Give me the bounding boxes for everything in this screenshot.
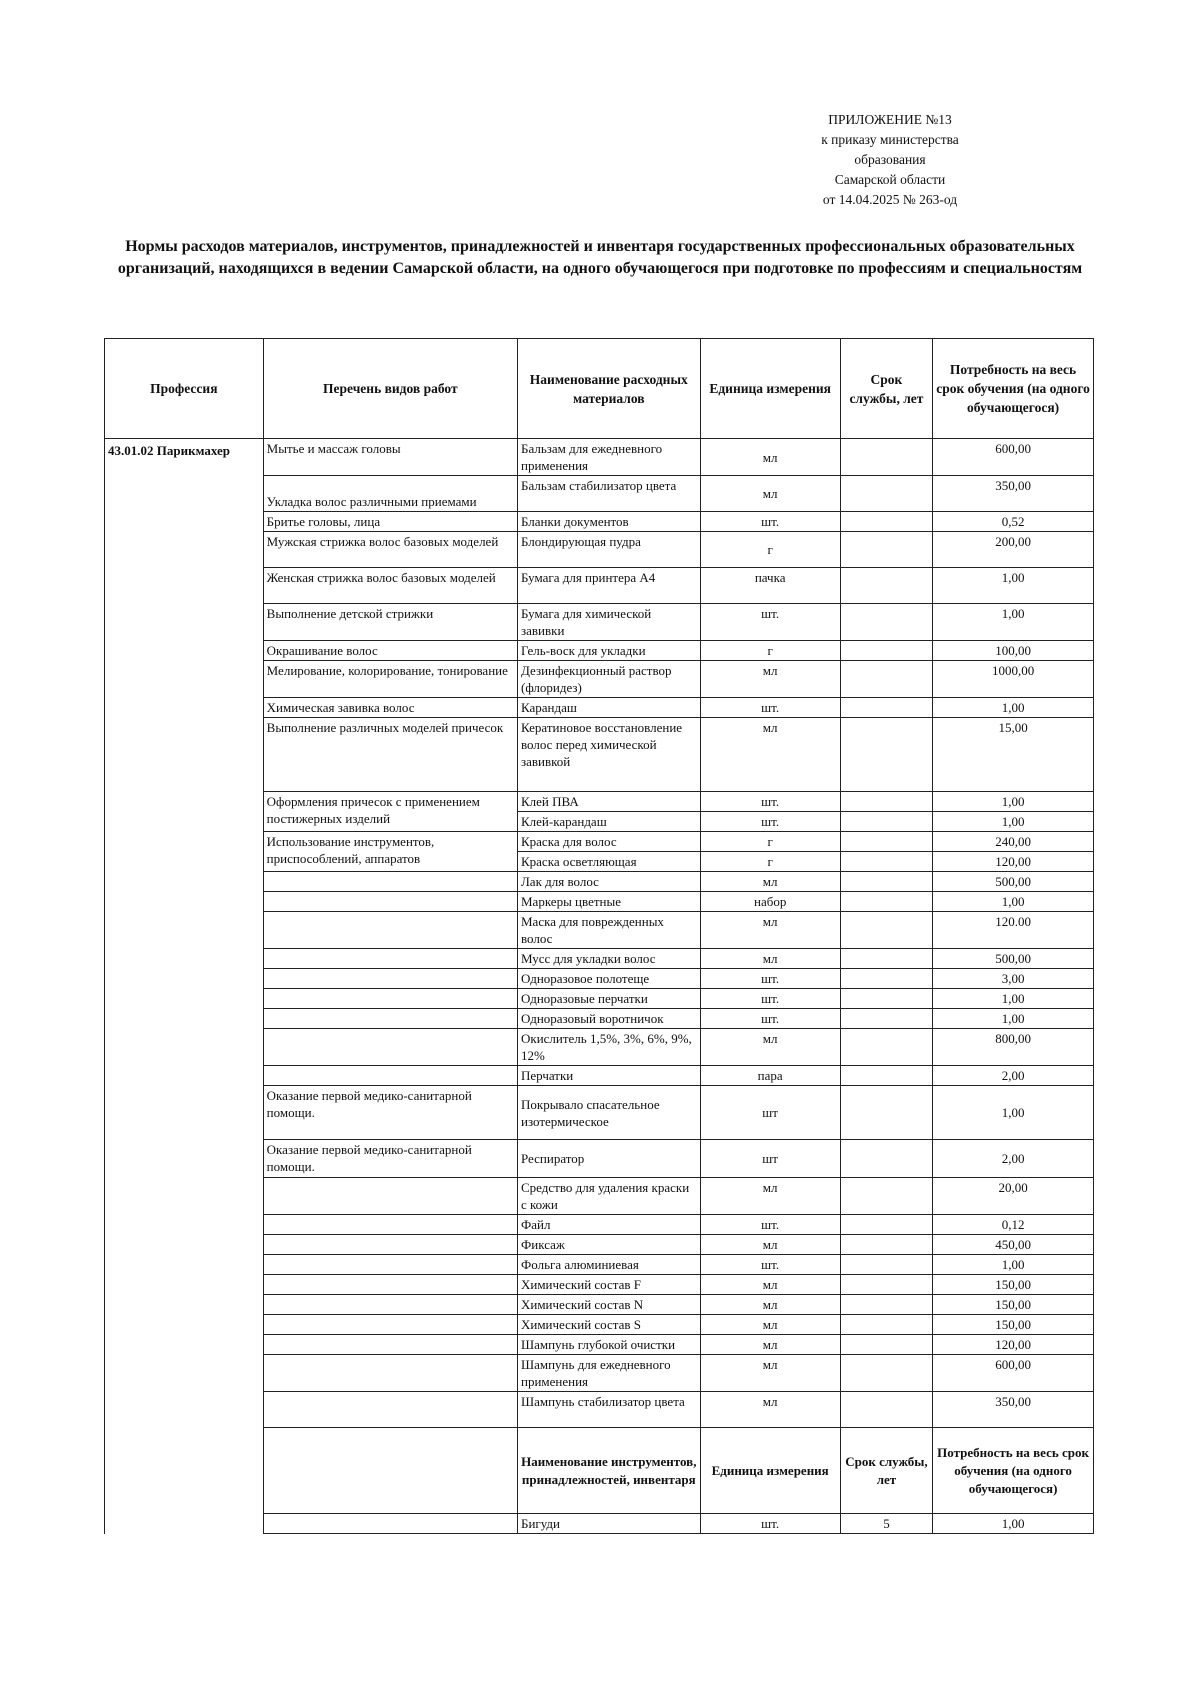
tools-header-term: Срок службы, лет (840, 1428, 932, 1514)
work-cell (263, 1275, 517, 1295)
material-term (840, 641, 932, 661)
material-name: Дезинфекционный раствор (флоридез) (517, 661, 700, 698)
tool-unit: шт. (700, 1514, 840, 1534)
work-cell: Окрашивание волос (263, 641, 517, 661)
work-cell (263, 949, 517, 969)
material-need: 120,00 (933, 1335, 1094, 1355)
appendix-line: от 14.04.2025 № 263-од (822, 192, 958, 207)
material-unit: шт. (700, 512, 840, 532)
material-term (840, 1140, 932, 1178)
material-need: 1,00 (933, 792, 1094, 812)
material-unit: мл (700, 872, 840, 892)
material-term (840, 604, 932, 641)
material-term (840, 812, 932, 832)
material-unit: мл (700, 1392, 840, 1428)
tool-name: Бигуди (517, 1514, 700, 1534)
material-term (840, 1235, 932, 1255)
material-need: 1,00 (933, 1255, 1094, 1275)
material-name: Химический состав N (517, 1295, 700, 1315)
work-cell: Мытье и массаж головы (263, 439, 517, 476)
material-unit: мл (700, 1235, 840, 1255)
tools-header-unit: Единица измерения (700, 1428, 840, 1514)
material-name: Кератиновое восстановление волос перед химической завивкой (517, 718, 700, 792)
material-name: Фольга алюминиевая (517, 1255, 700, 1275)
work-cell: Мелирование, колорирование, тонирование (263, 661, 517, 698)
material-term (840, 892, 932, 912)
tool-term: 5 (840, 1514, 932, 1534)
material-need: 3,00 (933, 969, 1094, 989)
work-cell (263, 1255, 517, 1275)
work-cell (263, 969, 517, 989)
material-unit: шт. (700, 792, 840, 812)
material-unit: г (700, 852, 840, 872)
appendix-line: к приказу министерства (821, 132, 959, 147)
material-term (840, 718, 932, 792)
material-term (840, 1275, 932, 1295)
work-cell: Оказание первой медико-санитарной помощи. (263, 1140, 517, 1178)
material-unit: шт. (700, 812, 840, 832)
material-need: 120,00 (933, 852, 1094, 872)
material-name: Бланки документов (517, 512, 700, 532)
header-need: Потребность на весь срок обучения (на одного обучающегося) (933, 339, 1094, 439)
material-unit: г (700, 532, 840, 568)
tools-header-need: Потребность на весь срок обучения (на одного обучающегося) (933, 1428, 1094, 1514)
work-cell (263, 1514, 517, 1534)
work-cell: Использование инструментов, приспособлений, аппаратов (263, 832, 517, 872)
material-unit: шт. (700, 1009, 840, 1029)
material-name: Бальзам для ежедневного применения (517, 439, 700, 476)
work-cell (263, 1335, 517, 1355)
work-cell (263, 1235, 517, 1255)
material-term (840, 1392, 932, 1428)
work-cell (263, 1029, 517, 1066)
material-need: 450,00 (933, 1235, 1094, 1255)
material-name: Файл (517, 1215, 700, 1235)
material-name: Одноразовое полотеще (517, 969, 700, 989)
material-unit: мл (700, 476, 840, 512)
material-need: 2,00 (933, 1140, 1094, 1178)
material-term (840, 1355, 932, 1392)
header-profession: Профессия (105, 339, 264, 439)
material-need: 1,00 (933, 812, 1094, 832)
material-unit: мл (700, 718, 840, 792)
work-cell (263, 912, 517, 949)
material-term (840, 532, 932, 568)
appendix-line: образования (854, 152, 926, 167)
material-unit: мл (700, 1275, 840, 1295)
material-need: 1,00 (933, 1086, 1094, 1140)
material-term (840, 852, 932, 872)
material-term (840, 1178, 932, 1215)
material-unit: шт. (700, 698, 840, 718)
material-need: 1,00 (933, 892, 1094, 912)
material-name: Карандаш (517, 698, 700, 718)
material-name: Фиксаж (517, 1235, 700, 1255)
material-term (840, 439, 932, 476)
material-term (840, 1009, 932, 1029)
material-name: Мусс для укладки волос (517, 949, 700, 969)
work-cell: Выполнение различных моделей причесок (263, 718, 517, 792)
material-name: Гель-воск для укладки (517, 641, 700, 661)
material-need: 150,00 (933, 1315, 1094, 1335)
material-name: Средство для удаления краски с кожи (517, 1178, 700, 1215)
material-term (840, 1295, 932, 1315)
material-term (840, 872, 932, 892)
material-name: Окислитель 1,5%, 3%, 6%, 9%, 12% (517, 1029, 700, 1066)
material-term (840, 1255, 932, 1275)
material-term (840, 476, 932, 512)
material-unit: шт. (700, 604, 840, 641)
material-need: 1,00 (933, 698, 1094, 718)
material-name: Маркеры цветные (517, 892, 700, 912)
material-unit: шт (700, 1140, 840, 1178)
material-unit: мл (700, 661, 840, 698)
material-need: 150,00 (933, 1275, 1094, 1295)
material-unit: пачка (700, 568, 840, 604)
material-name: Респиратор (517, 1140, 700, 1178)
header-term: Срок службы, лет (840, 339, 932, 439)
work-cell: Мужская стрижка волос базовых моделей (263, 532, 517, 568)
material-term (840, 1335, 932, 1355)
material-name: Клей-карандаш (517, 812, 700, 832)
material-name: Химический состав F (517, 1275, 700, 1295)
material-need: 1,00 (933, 1009, 1094, 1029)
material-name: Одноразовый воротничок (517, 1009, 700, 1029)
material-unit: шт. (700, 989, 840, 1009)
work-cell: Оформления причесок с применением постижерных изделий (263, 792, 517, 832)
material-unit: шт (700, 1086, 840, 1140)
material-term (840, 792, 932, 812)
appendix-block (760, 110, 1020, 210)
material-unit: мл (700, 1315, 840, 1335)
material-need: 500,00 (933, 872, 1094, 892)
material-term (840, 1215, 932, 1235)
material-need: 1,00 (933, 568, 1094, 604)
material-term (840, 568, 932, 604)
material-need: 15,00 (933, 718, 1094, 792)
material-term (840, 512, 932, 532)
work-cell (263, 1295, 517, 1315)
material-term (840, 1066, 932, 1086)
material-name: Одноразовые перчатки (517, 989, 700, 1009)
material-unit: мл (700, 1295, 840, 1315)
material-need: 600,00 (933, 1355, 1094, 1392)
material-unit: мл (700, 912, 840, 949)
work-cell: Химическая завивка волос (263, 698, 517, 718)
work-cell (263, 1315, 517, 1335)
material-need: 1000,00 (933, 661, 1094, 698)
work-cell: Оказание первой медико-санитарной помощи. (263, 1086, 517, 1140)
material-need: 600,00 (933, 439, 1094, 476)
material-unit: мл (700, 1335, 840, 1355)
material-need: 100,00 (933, 641, 1094, 661)
material-unit: мл (700, 1355, 840, 1392)
material-unit: мл (700, 1178, 840, 1215)
material-name: Лак для волос (517, 872, 700, 892)
material-term (840, 912, 932, 949)
material-unit: пара (700, 1066, 840, 1086)
material-need: 20,00 (933, 1178, 1094, 1215)
work-cell (263, 892, 517, 912)
material-unit: г (700, 641, 840, 661)
work-cell (263, 1392, 517, 1428)
material-name: Бумага для химической завивки (517, 604, 700, 641)
material-name: Шампунь глубокой очистки (517, 1335, 700, 1355)
material-name: Маска для поврежденных волос (517, 912, 700, 949)
material-unit: шт. (700, 969, 840, 989)
table-row (105, 439, 1094, 476)
material-name: Краска для волос (517, 832, 700, 852)
material-unit: шт. (700, 1255, 840, 1275)
material-need: 120.00 (933, 912, 1094, 949)
work-cell (263, 1009, 517, 1029)
material-need: 350,00 (933, 1392, 1094, 1428)
material-name: Покрывало спасательное изотермическое (517, 1086, 700, 1140)
material-need: 800,00 (933, 1029, 1094, 1066)
work-cell (263, 1428, 517, 1514)
material-name: Клей ПВА (517, 792, 700, 812)
material-term (840, 969, 932, 989)
header-works: Перечень видов работ (263, 339, 517, 439)
material-name: Бальзам стабилизатор цвета (517, 476, 700, 512)
material-name: Блондирующая пудра (517, 532, 700, 568)
appendix-line: ПРИЛОЖЕНИЕ №13 (828, 112, 952, 127)
material-name: Шампунь стабилизатор цвета (517, 1392, 700, 1428)
material-term (840, 832, 932, 852)
profession-cell: 43.01.02 Парикмахер (105, 439, 264, 1534)
material-name: Химический состав S (517, 1315, 700, 1335)
tools-header-name: Наименование инструментов, принадлежностей, инвентаря (517, 1428, 700, 1514)
material-term (840, 1029, 932, 1066)
material-term (840, 949, 932, 969)
material-need: 150,00 (933, 1295, 1094, 1315)
material-need: 500,00 (933, 949, 1094, 969)
material-unit: шт. (700, 1215, 840, 1235)
material-term (840, 989, 932, 1009)
work-cell (263, 872, 517, 892)
material-need: 1,00 (933, 989, 1094, 1009)
material-unit: мл (700, 1029, 840, 1066)
material-term (840, 1315, 932, 1335)
material-need: 0,12 (933, 1215, 1094, 1235)
appendix-line: Самарской области (834, 172, 946, 187)
work-cell (263, 1178, 517, 1215)
header-material: Наименование расходных материалов (517, 339, 700, 439)
material-need: 240,00 (933, 832, 1094, 852)
material-need: 1,00 (933, 604, 1094, 641)
material-unit: мл (700, 949, 840, 969)
material-unit: набор (700, 892, 840, 912)
material-name: Шампунь для ежедневного применения (517, 1355, 700, 1392)
material-name: Краска осветляющая (517, 852, 700, 872)
material-need: 200,00 (933, 532, 1094, 568)
work-cell: Женская стрижка волос базовых моделей (263, 568, 517, 604)
material-term (840, 698, 932, 718)
material-term (840, 1086, 932, 1140)
work-cell (263, 1066, 517, 1086)
material-need: 2,00 (933, 1066, 1094, 1086)
header-unit: Единица измерения (700, 339, 840, 439)
material-need: 350,00 (933, 476, 1094, 512)
document-title: Нормы расходов материалов, инструментов, принадлежностей и инвентаря государственных профессиональных образовательных организаций, находящихся в ведении Самарской области, на одного обучающегося при подготовке по профессиям и специальностям (117, 238, 1083, 277)
material-name: Бумага для принтера А4 (517, 568, 700, 604)
norms-table (104, 338, 1094, 1534)
material-unit: г (700, 832, 840, 852)
work-cell: Выполнение детской стрижки (263, 604, 517, 641)
material-need: 0,52 (933, 512, 1094, 532)
work-cell (263, 1215, 517, 1235)
work-cell (263, 989, 517, 1009)
work-cell (263, 1355, 517, 1392)
work-cell: Укладка волос различными приемами (263, 476, 517, 512)
work-cell: Бритье головы, лица (263, 512, 517, 532)
material-unit: мл (700, 439, 840, 476)
material-term (840, 661, 932, 698)
material-name: Перчатки (517, 1066, 700, 1086)
tool-need: 1,00 (933, 1514, 1094, 1534)
